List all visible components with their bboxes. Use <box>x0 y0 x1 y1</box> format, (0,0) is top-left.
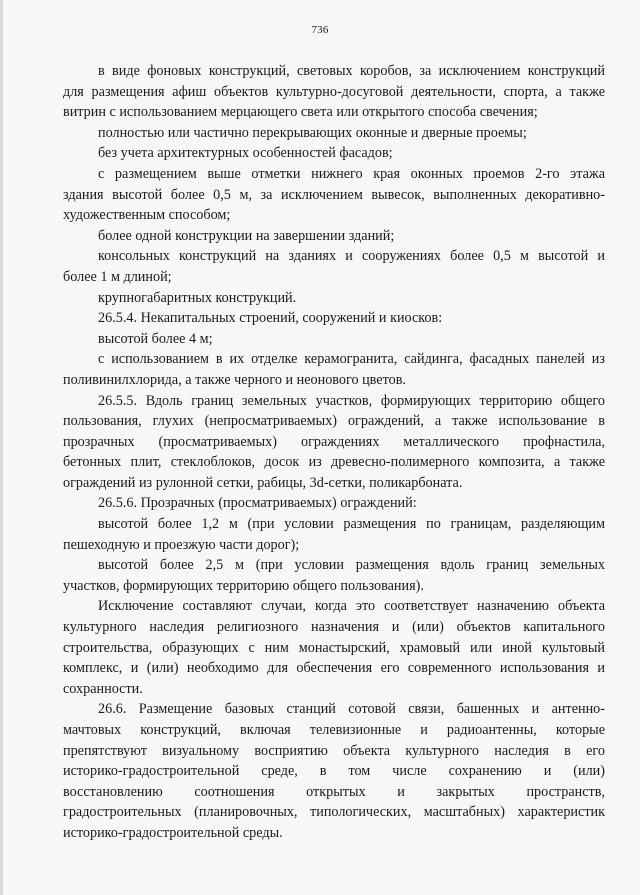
text-line: крупногабаритных конструкций. <box>98 289 297 306</box>
text-line: с использованием в их отделке керамогранита, сайдинга, фасадных панелей из <box>98 351 605 368</box>
text-line: бетонных плит, стеклоблоков, досок из древесно-полимерного композита, а также <box>63 454 605 471</box>
text-line: ограждений из рулонной сетки, рабицы, 3d-сетки, поликарбоната. <box>63 474 463 491</box>
text-line: художественным способом; <box>63 207 231 224</box>
text-line: восстановлению соотношения открытых и закрытых пространств, <box>63 783 605 800</box>
text-line: более одной конструкции на завершении зданий; <box>98 227 395 244</box>
text-line: без учета архитектурных особенностей фасадов; <box>98 145 393 162</box>
text-line: высотой более 4 м; <box>98 330 213 347</box>
text-line: витрин с использованием мерцающего света или открытого способа свечения; <box>63 104 538 121</box>
text-line: прозрачных (просматриваемых) ограждениях металлического профнастила, <box>63 433 605 450</box>
page-number: 736 <box>311 24 329 36</box>
text-line: здания высотой более 0,5 м, за исключением вывесок, выполненных декоративно- <box>63 186 605 203</box>
text-line: строительства, образующих с ним монастырский, храмовый или иной культовый <box>63 639 605 656</box>
text-line: культурного наследия религиозного назначения и (или) объектов капитального <box>63 619 605 636</box>
text-line: историко-градостроительной среде, в том числе сохранению и (или) <box>63 763 605 780</box>
text-line: консольных конструкций на зданиях и сооружениях более 0,5 м высотой и <box>98 248 605 265</box>
text-line: для размещения афиш объектов культурно-досуговой деятельности, спорта, а также <box>63 83 605 100</box>
text-line: 26.5.6. Прозрачных (просматриваемых) ограждений: <box>98 495 417 512</box>
text-line: пешеходную и проезжую части дорог); <box>63 536 300 553</box>
text-line: высотой более 1,2 м (при условии размещения по границам, разделяющим <box>98 516 605 533</box>
text-line: мачтовых конструкций, включая телевизионные и радиоантенны, которые <box>63 722 605 738</box>
text-line: комплекс, и (или) необходимо для обеспечения его современного использования и <box>63 660 605 677</box>
text-line: препятствуют визуальному восприятию объекта культурного наследия в его <box>63 742 605 759</box>
document-body <box>63 61 605 844</box>
text-line: пользования, глухих (непросматриваемых) ограждений, а также использование в <box>63 413 605 430</box>
text-line: 26.5.5. Вдоль границ земельных участков, формирующих территорию общего <box>98 392 605 409</box>
text-line: полностью или частично перекрывающих оконные и дверные проемы; <box>98 124 527 141</box>
text-line: с размещением выше отметки нижнего края оконных проемов 2-го этажа <box>98 165 605 182</box>
text-line: высотой более 2,5 м (при условии размещения вдоль границ земельных <box>98 557 605 574</box>
text-line: историко-градостроительной среды. <box>63 824 283 841</box>
scan-edge <box>0 0 3 895</box>
text-line: 26.5.4. Некапитальных строений, сооружений и киосков: <box>98 310 443 327</box>
text-line: градостроительных (планировочных, типологических, масштабных) характеристик <box>63 804 605 821</box>
text-line: Исключение составляют случаи, когда это соответствует назначению объекта <box>98 598 605 615</box>
text-line: поливинилхлорида, а также черного и неонового цветов. <box>63 371 406 388</box>
text-line: сохранности. <box>63 680 143 697</box>
text-line: более 1 м длиной; <box>63 268 172 285</box>
text-line: в виде фоновых конструкций, световых коробов, за исключением конструкций <box>98 63 605 79</box>
text-line: 26.6. Размещение базовых станций сотовой связи, башенных и антенно- <box>98 701 605 718</box>
text-line: участков, формирующих территорию общего пользования). <box>63 577 424 594</box>
